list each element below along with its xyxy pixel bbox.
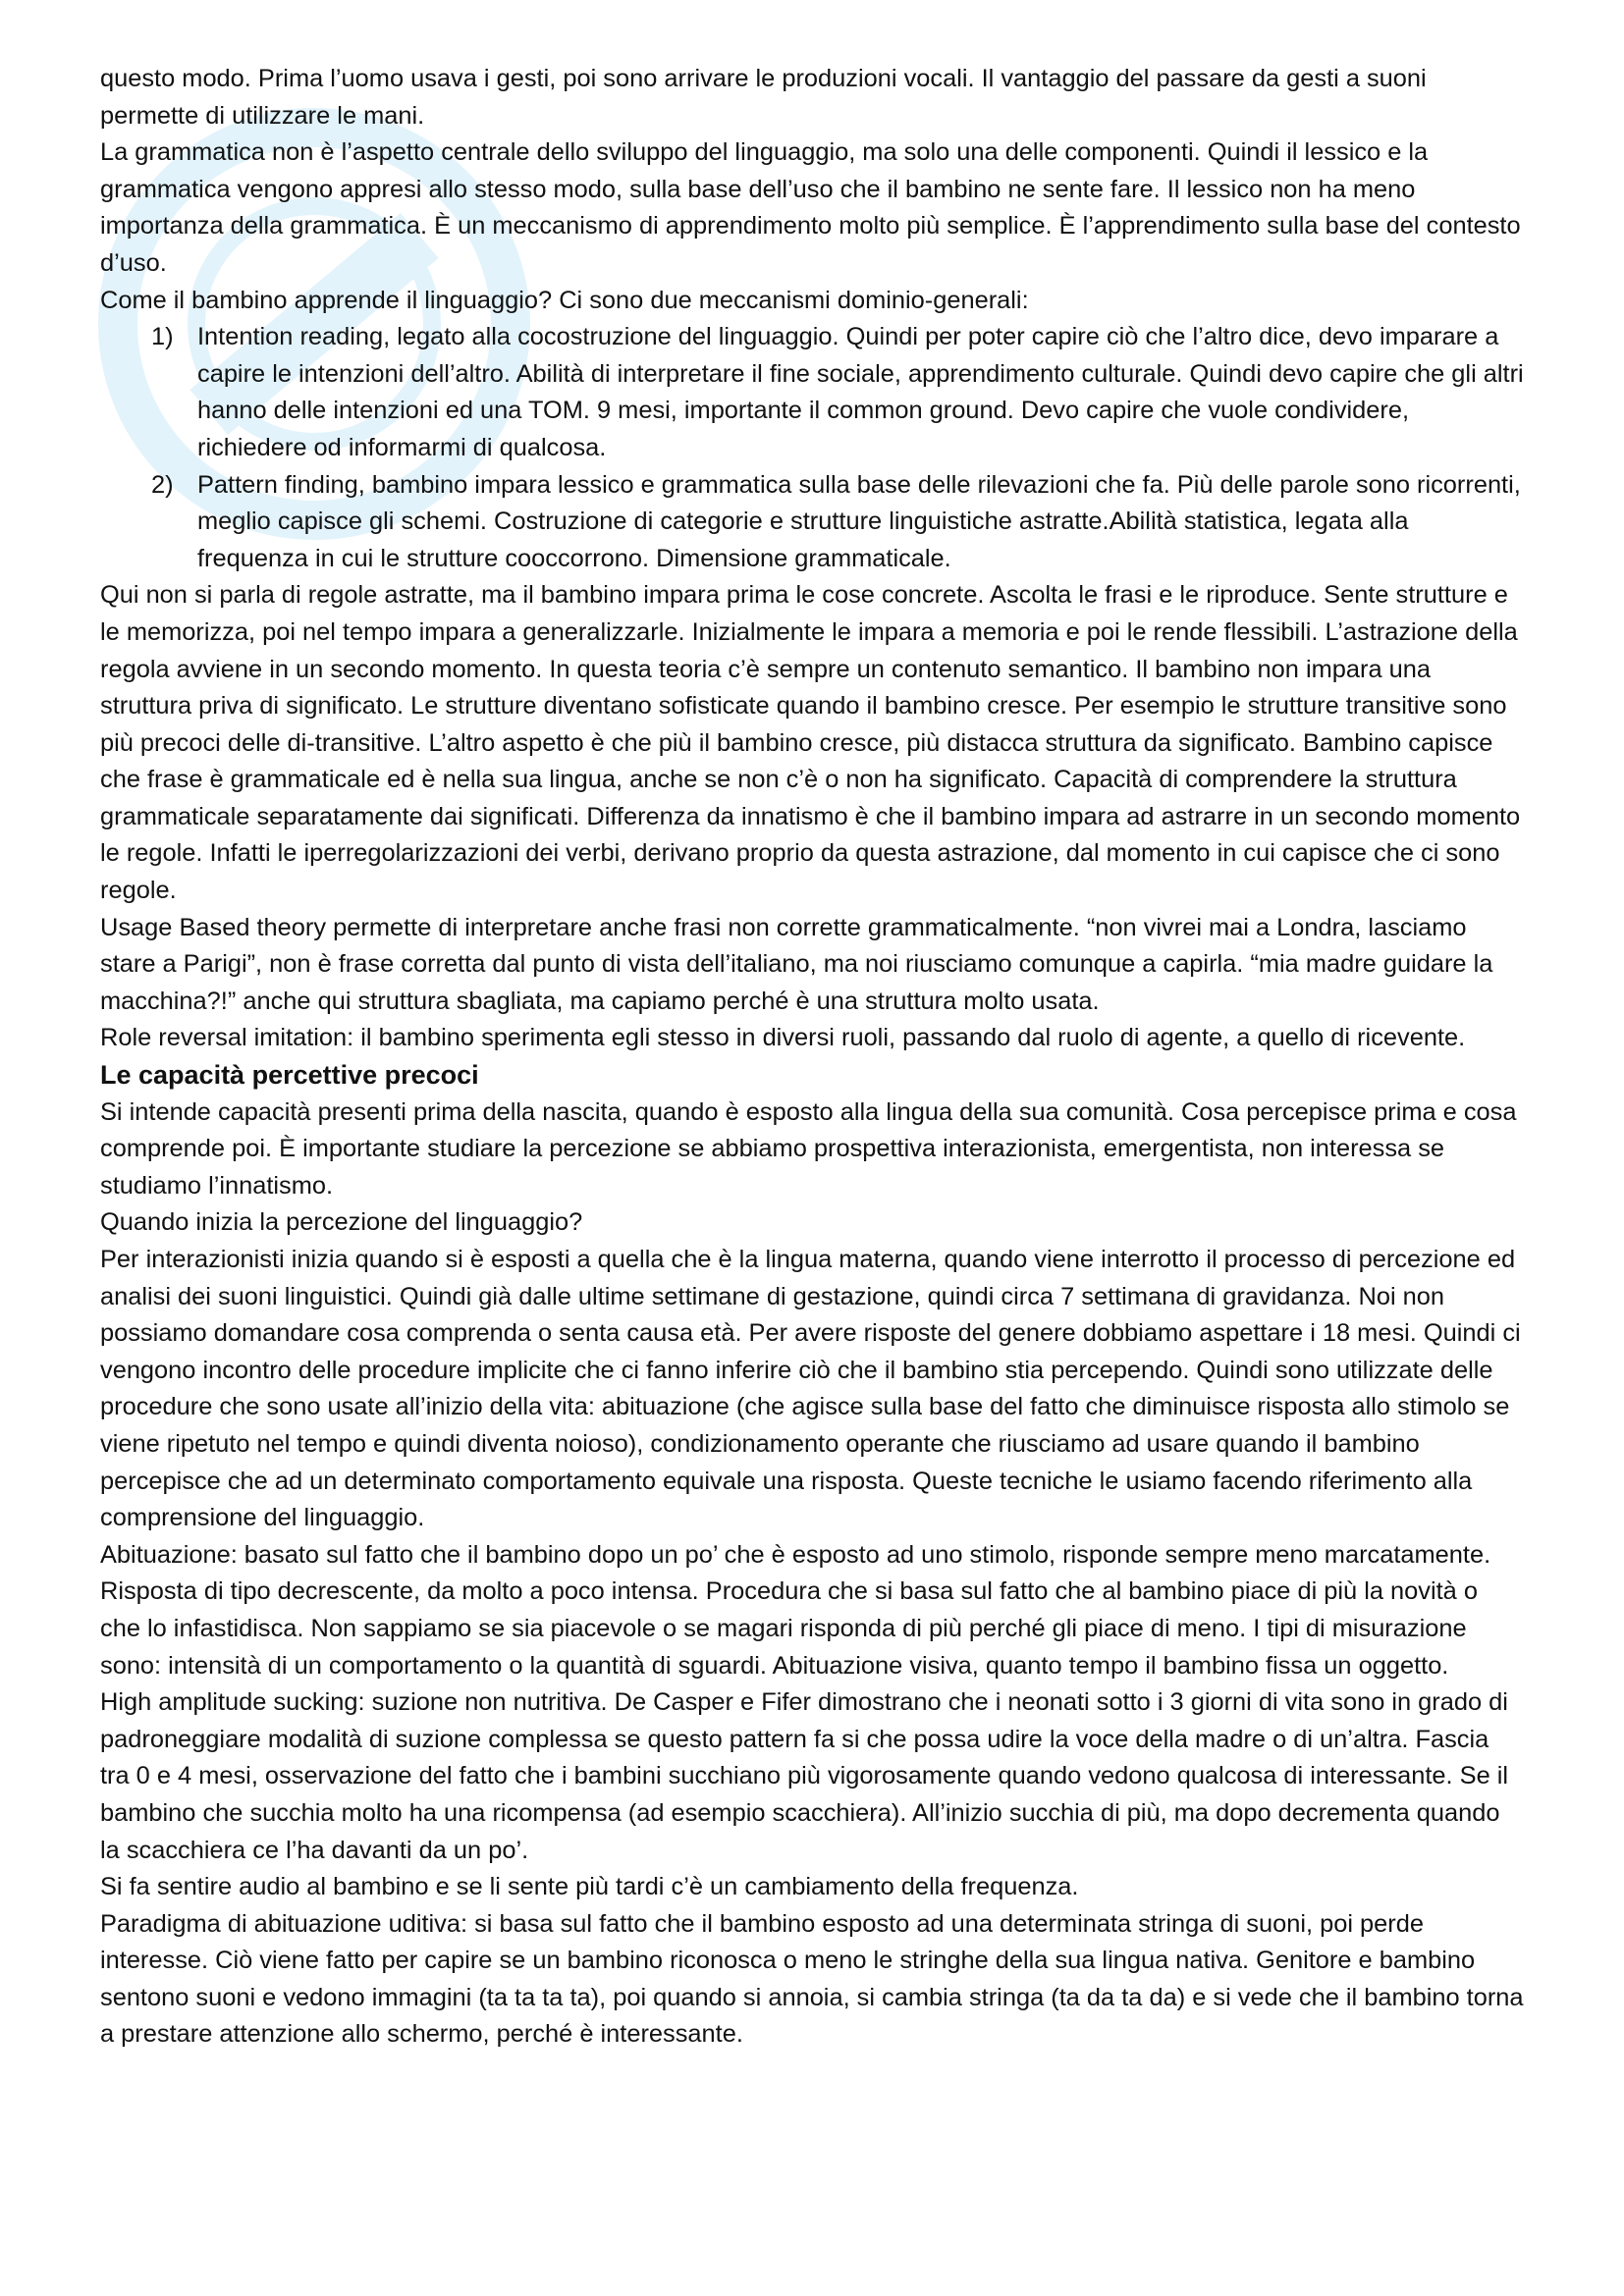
list-item-text: Intention reading, legato alla cocostruzione del linguaggio. Quindi per poter capire ciò che l’altro dice, devo imparare a capire le intenzioni dell’altro. Abilità di interpretare il fine sociale, apprendimento culturale. Quindi devo capire che gli altri hanno delle intenzioni ed una TOM. 9 mesi, importante il common ground. Devo capire che vuole condividere, richiedere od informarmi di qualcosa. xyxy=(197,323,1524,461)
list-item xyxy=(100,319,1524,466)
document-page xyxy=(100,61,1524,2054)
paragraph: Come il bambino apprende il linguaggio? Ci sono due meccanismi dominio-generali: xyxy=(100,286,1029,314)
paragraph: Usage Based theory permette di interpretare anche frasi non corrette grammaticalmente. “non vivrei mai a Londra, lasciamo stare a Parigi”, non è frase corretta dal punto di vista dell’italiano, ma noi riusciamo comunque a capirla. “mia madre guidare la macchina?!” anche qui struttura sbagliata, ma capiamo perché è una struttura molto usata. xyxy=(100,913,1493,1015)
list-item xyxy=(100,467,1524,578)
paragraph: Paradigma di abituazione uditiva: si basa sul fatto che il bambino esposto ad una determinata stringa di suoni, poi perde interesse. Ciò viene fatto per capire se un bambino riconosca o meno le stringhe della sua lingua nativa. Genitore e bambino sentono suoni e vedono immagini (ta ta ta ta), poi quando si annoia, si cambia stringa (ta da ta da) e si vede che il bambino torna a prestare attenzione allo schermo, perché è interessante. xyxy=(100,1909,1524,2049)
paragraph: Si intende capacità presenti prima della nascita, quando è esposto alla lingua della sua comunità. Cosa percepisce prima e cosa comprende poi. È importante studiare la percezione se abbiamo prospettiva interazionista, emergentista, non interessa se studiamo l’innatismo. xyxy=(100,1097,1517,1200)
paragraph: Si fa sentire audio al bambino e se li sente più tardi c’è un cambiamento della frequenza. xyxy=(100,1873,1079,1901)
paragraph: La grammatica non è l’aspetto centrale dello sviluppo del linguaggio, ma solo una delle componenti. Quindi il lessico e la grammatica vengono appresi allo stesso modo, sulla base dell’uso che il bambino ne sente fare. Il lessico non ha meno importanza della grammatica. È un meccanismo di apprendimento molto più semplice. È l’apprendimento sulla base del contesto d’uso. xyxy=(100,138,1521,277)
list-item-number: 2) xyxy=(151,470,174,499)
paragraph: Qui non si parla di regole astratte, ma il bambino impara prima le cose concrete. Ascolta le frasi e le riproduce. Sente strutture e le memorizza, poi nel tempo impara a generalizzarle. Inizialmente le impara a memoria e poi le rende flessibili. L’astrazione della regola avviene in un secondo momento. In questa teoria c’è sempre un contenuto semantico. Il bambino non impara una struttura priva di significato. Le strutture diventano sofisticate quando il bambino cresce. Per esempio le strutture transitive sono più precoci delle di-transitive. L’altro aspetto è che più il bambino cresce, più distacca struttura da significato. Bambino capisce che frase è grammaticale ed è nella sua lingua, anche se non c’è o non ha significato. Capacità di comprendere la struttura grammaticale separatamente dai significati. Differenza da innatismo è che il bambino impara ad astrarre in un secondo momento le regole. Infatti le iperregolarizzazioni dei verbi, derivano proprio da questa astrazione, dal momento in cui capisce che ci sono regole. xyxy=(100,581,1521,905)
numbered-list xyxy=(100,319,1524,577)
paragraph: Quando inizia la percezione del linguaggio? xyxy=(100,1208,583,1237)
paragraph: High amplitude sucking: suzione non nutritiva. De Casper e Fifer dimostrano che i neonati sotto i 3 giorni di vita sono in grado di padroneggiare modalità di suzione complessa se questo pattern fa si che possa udire la voce della madre o di un’altra. Fascia tra 0 e 4 mesi, osservazione del fatto che i bambini succhiano più vigorosamente quando vedono qualcosa di interessante. Se il bambino che succhia molto ha una ricompensa (ad esempio scacchiera). All’inizio succhia di più, ma dopo decrementa quando la scacchiera ce l’ha davanti da un po’. xyxy=(100,1688,1509,1864)
list-item-text: Pattern finding, bambino impara lessico e grammatica sulla base delle rilevazioni che fa. Più delle parole sono ricorrenti, meglio capisce gli schemi. Costruzione di categorie e strutture linguistiche astratte.Abilità statistica, legata alla frequenza in cui le strutture cooccorrono. Dimensione grammaticale. xyxy=(197,470,1521,572)
section-heading: Le capacità percettive precoci xyxy=(100,1060,479,1091)
paragraph: Abituazione: basato sul fatto che il bambino dopo un po’ che è esposto ad uno stimolo, risponde sempre meno marcatamente. Risposta di tipo decrescente, da molto a poco intensa. Procedura che si basa sul fatto che al bambino piace di più la novità o che lo infastidisca. Non sappiamo se sia piacevole o se magari risponda di più perché gli piace di meno. I tipi di misurazione sono: intensità di un comportamento o la quantità di sguardi. Abituazione visiva, quanto tempo il bambino fissa un oggetto. xyxy=(100,1540,1491,1680)
paragraph: Role reversal imitation: il bambino sperimenta egli stesso in diversi ruoli, passando dal ruolo di agente, a quello di ricevente. xyxy=(100,1024,1466,1052)
list-item-number: 1) xyxy=(151,323,174,351)
paragraph: questo modo. Prima l’uomo usava i gesti, poi sono arrivare le produzioni vocali. Il vantaggio del passare da gesti a suoni permette di utilizzare le mani. xyxy=(100,65,1427,130)
paragraph: Per interazionisti inizia quando si è esposti a quella che è la lingua materna, quando viene interrotto il processo di percezione ed analisi dei suoni linguistici. Quindi già dalle ultime settimane di gestazione, quindi circa 7 settimana di gravidanza. Noi non possiamo domandare cosa comprenda o senta causa età. Per avere risposte del genere dobbiamo aspettare i 18 mesi. Quindi ci vengono incontro delle procedure implicite che ci fanno inferire ciò che il bambino stia percependo. Quindi sono utilizzate delle procedure che sono usate all’inizio della vita: abituazione (che agisce sulla base del fatto che diminuisce risposta allo stimolo se viene ripetuto nel tempo e quindi diventa noioso), condizionamento operante che riusciamo ad usare quando il bambino percepisce che ad un determinato comportamento equivale una risposta. Queste tecniche le usiamo facendo riferimento alla comprensione del linguaggio. xyxy=(100,1246,1521,1532)
